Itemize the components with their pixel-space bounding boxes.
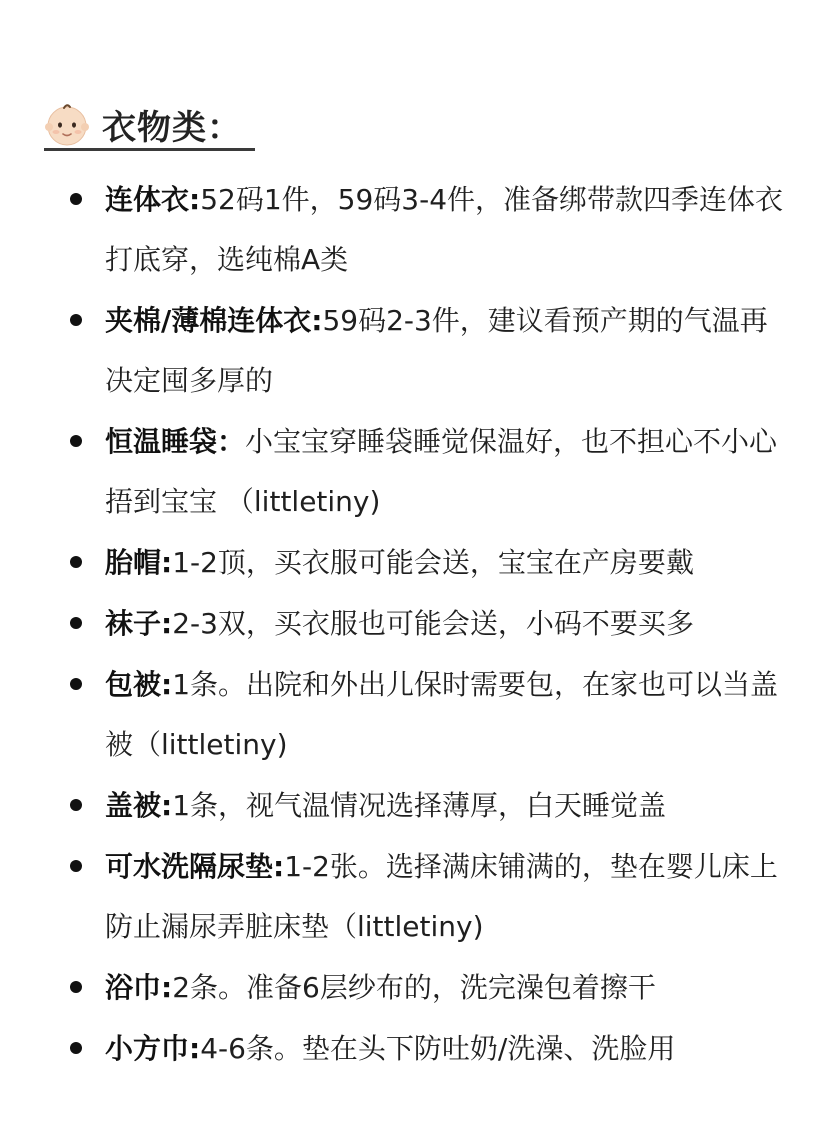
item-description: 1条。出院和外出儿保时需要包，在家也可以当盖被（littletiny) xyxy=(105,668,779,761)
item-description: 4-6条。垫在头下防吐奶/洗澡、洗脸用 xyxy=(200,1032,676,1065)
bullet-dot xyxy=(70,678,82,690)
item-label: 恒温睡袋： xyxy=(105,425,246,458)
list-item xyxy=(0,170,828,290)
list-item xyxy=(0,655,828,775)
item-description: 2-3双，买衣服也可能会送，小码不要买多 xyxy=(172,607,694,640)
list-item xyxy=(0,533,828,593)
clothing-list xyxy=(0,170,828,1080)
bullet-dot xyxy=(70,617,82,629)
item-description: 52码1件，59码3-4件，准备绑带款四季连体衣打底穿，选纯棉A类 xyxy=(105,183,784,276)
item-label: 盖被: xyxy=(105,789,173,822)
bullet-dot xyxy=(70,1042,82,1054)
item-label: 可水洗隔尿垫: xyxy=(105,850,285,883)
bullet-dot xyxy=(70,314,82,326)
bullet-dot xyxy=(70,860,82,872)
item-label: 夹棉/薄棉连体衣: xyxy=(105,304,323,337)
bullet-dot xyxy=(70,556,82,568)
bullet-dot xyxy=(70,435,82,447)
bullet-dot xyxy=(70,981,82,993)
section-heading xyxy=(44,98,242,150)
list-item xyxy=(0,776,828,836)
item-description: 2条。准备6层纱布的，洗完澡包着擦干 xyxy=(172,971,656,1004)
section-title: 衣物类： xyxy=(102,107,242,148)
item-label: 包被: xyxy=(105,668,173,701)
heading-underline xyxy=(44,148,255,151)
item-description: 小宝宝穿睡袋睡觉保温好，也不担心不小心捂到宝宝 （littletiny) xyxy=(105,425,778,518)
list-item xyxy=(0,291,828,411)
item-description: 59码2-3件，建议看预产期的气温再决定囤多厚的 xyxy=(105,304,768,397)
list-item xyxy=(0,412,828,532)
list-item xyxy=(0,1019,828,1079)
bullet-dot xyxy=(70,193,82,205)
item-label: 连体衣: xyxy=(105,183,201,216)
list-item xyxy=(0,837,828,957)
item-description: 1-2张。选择满床铺满的，垫在婴儿床上防止漏尿弄脏床垫（littletiny) xyxy=(105,850,778,943)
item-label: 浴巾: xyxy=(105,971,173,1004)
list-item xyxy=(0,594,828,654)
item-description: 1-2顶，买衣服可能会送，宝宝在产房要戴 xyxy=(172,546,694,579)
item-description: 1条，视气温情况选择薄厚，白天睡觉盖 xyxy=(172,789,667,822)
baby-face-icon xyxy=(44,101,90,147)
item-label: 袜子: xyxy=(105,607,173,640)
bullet-dot xyxy=(70,799,82,811)
list-item xyxy=(0,958,828,1018)
item-label: 小方巾: xyxy=(105,1032,201,1065)
item-label: 胎帽: xyxy=(105,546,173,579)
